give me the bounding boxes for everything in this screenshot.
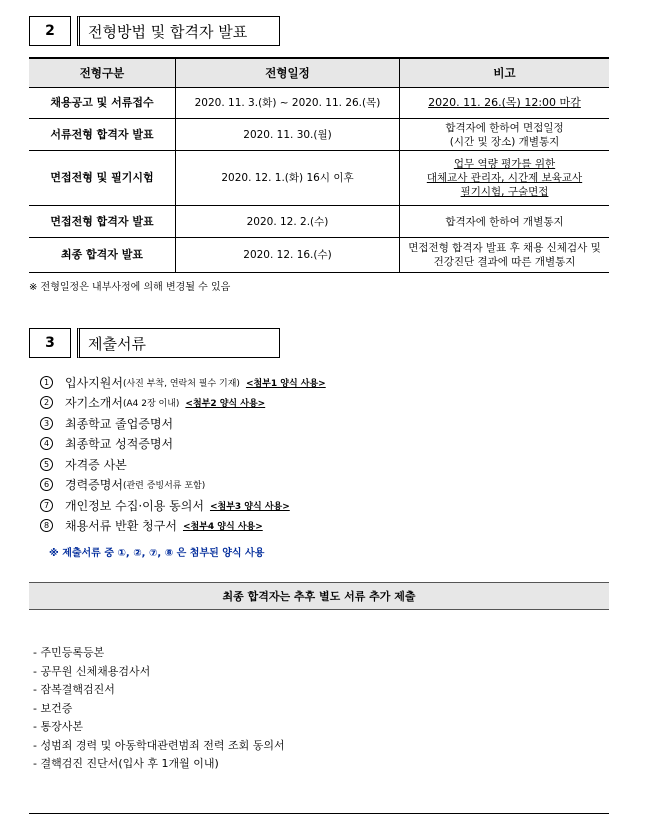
notes-cell — [400, 238, 610, 273]
section-2-header — [29, 16, 280, 46]
section-title: 제출서류 — [77, 328, 280, 358]
note-line: 면접전형 합격자 발표 후 채용 신체검사 및 — [408, 242, 601, 254]
required-documents-list — [40, 372, 326, 536]
list-item — [40, 475, 326, 496]
note-line: 건강진단 결과에 따른 개별통지 — [433, 256, 576, 268]
column-header: 전형일정 — [176, 58, 400, 88]
attachment-note: <첨부2 양식 사용> — [185, 399, 266, 410]
document-detail: (사진 부착, 연락처 필수 기재) — [122, 378, 240, 389]
stage-cell: 최종 합격자 발표 — [29, 238, 176, 273]
column-header: 비고 — [400, 58, 610, 88]
document-name: 입사지원서 — [65, 375, 123, 390]
list-item: - 공무원 신체채용검사서 — [33, 664, 151, 678]
table-row — [29, 206, 609, 238]
document-name: 최종학교 졸업증명서 — [65, 416, 174, 431]
note-line: 합격자에 한하여 개별통지 — [445, 215, 564, 228]
table-row — [29, 119, 609, 151]
list-item: - 성범죄 경력 및 아동학대관련범죄 전력 조회 동의서 — [33, 738, 285, 752]
column-header: 전형구분 — [29, 58, 176, 88]
stage-cell: 채용공고 및 서류접수 — [29, 88, 176, 119]
document-name: 경력증명서 — [65, 478, 123, 493]
table-header-row — [29, 58, 609, 88]
schedule-table — [29, 57, 609, 273]
document-name: 채용서류 반환 청구서 — [65, 519, 177, 534]
stage-cell: 서류전형 합격자 발표 — [29, 119, 176, 151]
circled-number: 6 — [40, 478, 53, 491]
table-row — [29, 238, 609, 273]
list-item — [40, 495, 326, 516]
circled-number: 3 — [40, 417, 53, 430]
list-item: - 보건증 — [33, 701, 73, 715]
schedule-cell: 2020. 11. 30.(월) — [176, 119, 400, 151]
circled-number: 2 — [40, 396, 53, 409]
document-name: 최종학교 성적증명서 — [65, 437, 174, 452]
schedule-cell: 2020. 12. 1.(화) 16시 이후 — [176, 151, 400, 206]
final-applicants-banner: 최종 합격자는 추후 별도 서류 추가 제출 — [29, 582, 609, 610]
list-item — [40, 393, 326, 414]
note-line: 업무 역량 평가를 위한 — [453, 158, 556, 170]
list-item — [40, 516, 326, 537]
notes-cell — [400, 151, 610, 206]
list-item: - 통장사본 — [33, 720, 83, 734]
note-line: 대체교사 관리자, 시간제 보육교사 — [426, 172, 583, 184]
schedule-cell: 2020. 11. 3.(화) ~ 2020. 11. 26.(목) — [176, 88, 400, 119]
section-3-header — [29, 328, 280, 358]
section-number: 3 — [29, 328, 71, 358]
circled-number: 7 — [40, 499, 53, 512]
table-row — [29, 151, 609, 206]
attachment-note: <첨부3 양식 사용> — [209, 501, 290, 512]
stage-cell: 면접전형 합격자 발표 — [29, 206, 176, 238]
schedule-note: ※ 전형일정은 내부사정에 의해 변경될 수 있음 — [29, 282, 231, 293]
notes-cell — [400, 206, 610, 238]
attachment-note: <첨부4 양식 사용> — [182, 522, 263, 533]
list-item — [40, 454, 326, 475]
document-name: 자기소개서 — [65, 396, 123, 411]
schedule-cell: 2020. 12. 16.(수) — [176, 238, 400, 273]
list-item: - 잠복결핵검진서 — [33, 683, 115, 697]
list-item: - 주민등록등본 — [33, 646, 105, 660]
circled-number: 1 — [40, 376, 53, 389]
bottom-divider — [29, 813, 609, 814]
document-detail: (A4 2장 이내) — [122, 399, 180, 410]
additional-documents-list — [33, 643, 285, 773]
note-line: 필기시험, 구술면접 — [460, 186, 549, 198]
schedule-cell: 2020. 12. 2.(수) — [176, 206, 400, 238]
list-item: - 결핵검진 진단서(입사 후 1개월 이내) — [33, 757, 219, 771]
circled-number: 8 — [40, 519, 53, 532]
stage-cell: 면접전형 및 필기시험 — [29, 151, 176, 206]
table-row — [29, 88, 609, 119]
note-line: (시간 및 장소) 개별통지 — [449, 135, 560, 148]
list-item — [40, 372, 326, 393]
documents-note: ※ 제출서류 중 ①, ②, ⑦, ⑧ 은 첨부된 양식 사용 — [49, 548, 265, 559]
list-item — [40, 413, 326, 434]
note-line: 2020. 11. 26.(목) 12:00 마감 — [428, 96, 581, 109]
circled-number: 4 — [40, 437, 53, 450]
document-detail: (관련 증빙서류 포함) — [122, 481, 206, 492]
notes-cell — [400, 88, 610, 119]
notes-cell — [400, 119, 610, 151]
document-name: 개인정보 수집·이용 동의서 — [65, 498, 204, 513]
document-name: 자격증 사본 — [65, 457, 127, 472]
section-number: 2 — [29, 16, 71, 46]
note-line: 합격자에 한하여 면접일정 — [445, 121, 564, 134]
list-item — [40, 434, 326, 455]
section-title: 전형방법 및 합격자 발표 — [77, 16, 280, 46]
circled-number: 5 — [40, 458, 53, 471]
attachment-note: <첨부1 양식 사용> — [245, 378, 326, 389]
